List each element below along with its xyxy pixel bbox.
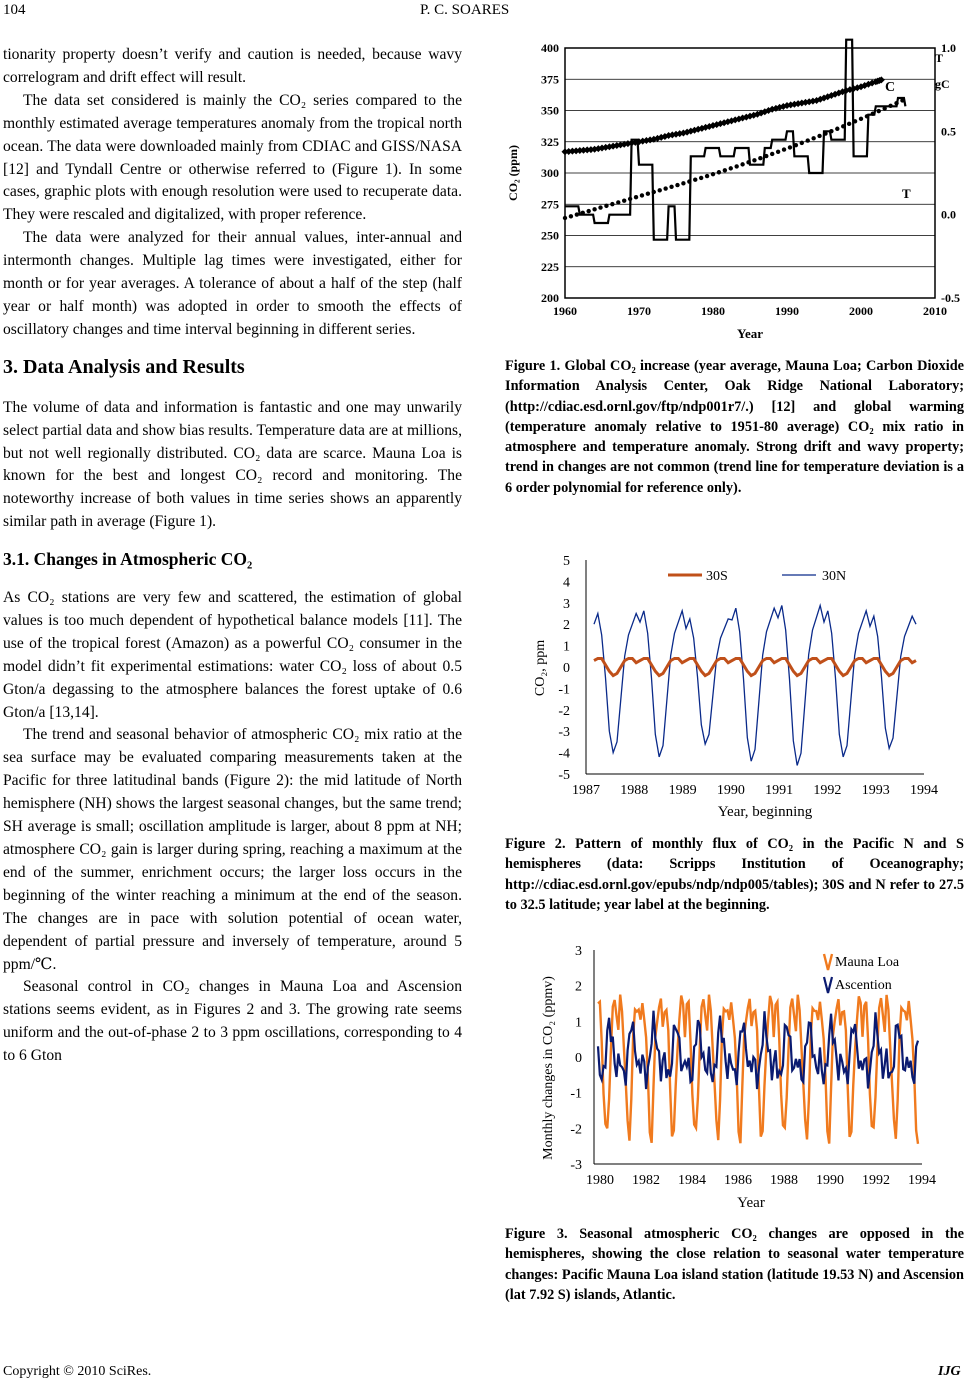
trend-marker [646,192,650,196]
legend-mauna-loa: Mauna Loa [835,955,900,970]
trend-marker [859,117,863,121]
trend-marker [865,114,869,118]
y-tick-label: -1 [558,682,570,698]
y-axis-label: CO₂ (ppm) [506,145,520,201]
x-tick-label: 1990 [816,1173,844,1188]
left-column [3,44,462,1068]
x-axis-label: Year [737,326,763,341]
trend-marker [806,138,810,142]
y-tick-label: 2 [563,618,570,634]
trend-marker [841,124,845,128]
y-tick-label: 1 [575,1015,582,1031]
trend-marker [758,156,762,160]
y-tick-label: 325 [541,134,559,149]
trend-marker [693,178,697,182]
trend-marker [894,101,898,105]
legend [668,569,846,584]
y-tick-label: 3 [575,944,582,959]
figure-2-chart [520,548,965,823]
trend-marker [581,211,585,215]
trend-marker [817,134,821,138]
x-tick-label: 1980 [586,1173,614,1188]
trend-marker [723,168,727,172]
trend-marker [669,185,673,189]
trend-marker [829,129,833,133]
trend-marker [729,166,733,170]
trend-marker [663,186,667,190]
trend-marker [800,141,804,145]
x-tick-label: 1960 [553,304,577,318]
section-heading: 3. Data Analysis and Results [3,355,245,378]
y-axis-label: CO₂, ppm [533,639,548,697]
trend-marker [717,170,721,174]
trend-marker [888,104,892,108]
trend-marker [705,174,709,178]
trend-marker [699,176,703,180]
x-tick-label: 1990 [775,304,799,318]
trend-marker [734,164,738,168]
y-tick-label: -2 [558,703,570,719]
trend-marker [782,147,786,151]
y-tick-label: 250 [541,228,559,243]
figure-2-caption: Figure 2. Pattern of monthly flux of CO₂ in the Pacific N and S hemispheres (data: Scripps Institution of Oceanography; http://cdiac.esd.ornl.gov/epubs/ndp/ndp005/tables); 30S and N refer to 27.5 to 32.5 latitude; year label at the beginning. [505,836,964,913]
y-tick-label: 1 [563,639,570,655]
y2-tick-label: 1.0 [941,41,956,55]
footer-copyright: Copyright © 2010 SciRes. [3,1364,152,1379]
y-tick-label: -4 [558,746,570,762]
x-axis-label: Year [737,1195,765,1211]
trend-marker [882,106,886,110]
x-tick-label: 2000 [849,304,873,318]
page-number: 104 [3,2,26,18]
x-axis-label: Year, beginning [717,804,813,820]
trend-marker [847,122,851,126]
paragraph-6: The trend and seasonal behavior of atmospheric CO₂ mix ratio at the sea surface may be evaluated comparing measurements taken at the Pacific for three latitudinal bands (Figure 2): the mid latitude of North hemisphere (NH) shows the largest seasonal changes, but the same trend; SH average is small; oscillation amplitude is larger, about 8 ppm at NH; atmosphere CO₂ gain is larger during spring, reaching a maximum at the end of the summer, enrichment occurs; the larger loss occurs in the beginning of the winter reaching a minimum at the end of the season. The changes are in pace with solution potential of ocean water, dependent of partial pressure and inversely of temperature, around 5 ppm/℃. [3,726,462,973]
figure-3-caption: Figure 3. Seasonal atmospheric CO₂ changes are opposed in the hemispheres, showing the close relation to seasonal water temperature changes: Pacific Mauna Loa island station (latitude 19.53 N) and Ascension (lat 7.92 S) islands, Atlantic. [505,1226,964,1303]
trend-marker [770,152,774,156]
y-tick-label: 400 [541,41,559,55]
y-tick-label: -3 [558,725,570,741]
trend-marker [675,183,679,187]
y-tick-label: 225 [541,259,559,274]
legend [824,954,900,993]
trend-marker [628,197,632,201]
y2-axis-title-1: T [935,51,944,65]
x-tick-label: 1993 [861,783,890,798]
x-tick-label: 1984 [678,1173,706,1188]
trend-marker [604,204,608,208]
y2-tick-label: 0.5 [941,124,956,139]
paragraph-7: Seasonal control in CO₂ changes in Mauna Loa and Ascension stations seems evident, as in Figures 2 and 3. The growing rate seems uniform and the out-of-phase 2 to 3 ppm oscillations, corresponding to 4 to 6 Gton [3,978,462,1065]
trend-marker [871,112,875,116]
trend-marker [776,150,780,154]
trend-marker [711,172,715,176]
y-tick-label: 5 [563,554,570,569]
y-tick-label: 0 [575,1051,582,1066]
x-tick-label: 1987 [572,783,600,798]
trend-marker [752,158,756,162]
trend-marker [746,160,750,164]
trend-marker [640,193,644,197]
trend-marker [740,162,744,166]
y-tick-label: -3 [570,1158,582,1173]
trend-marker [598,205,602,209]
footer-journal: IJG [938,1364,961,1379]
trend-marker [569,214,573,218]
trend-marker [622,198,626,202]
x-tick-label: 1992 [813,783,842,798]
paragraph-4: The volume of data and information is fantastic and one may unwarily select partial data and show bias results. Temperature data are at millions, but not well regionally distributed. CO₂ data are scarce. Mauna Loa is known for the best and longest CO₂ record and monitoring. The noteworthy increase of both values in time series shows an apparently similar path in average (Figure 1). [3,398,462,531]
y-tick-label: 300 [541,166,559,180]
x-tick-label: 1980 [701,304,725,318]
trend-marker [563,216,567,220]
trend-marker [687,179,691,183]
x-tick-label: 2010 [923,304,947,318]
y-tick-label: 275 [541,197,559,212]
y-tick-label: 375 [541,72,559,87]
y-tick-label: -1 [570,1086,582,1102]
trend-marker [610,202,614,206]
trend-marker [634,195,638,199]
y2-axis-title-2: gC [935,77,950,91]
legend-ascention: Ascention [835,978,892,993]
figure-1-caption: Figure 1. Global CO₂ increase (year average, Mauna Loa; Carbon Dioxide Information Analysis Center, Oak Ridge National Laboratory; (http://cdiac.esd.ornl.gov/ftp/ndp001r7/.) [12] and global warming (temperature anomaly relative to 1951-80 average) CO₂ mix ratio in atmosphere and temperature anomaly. Strong drift and wavy property; trend in changes are not common (trend line for temperature deviation is a 6 order polynomial for reference only). [505,358,964,496]
subsection-heading: 3.1. Changes in Atmospheric CO₂ [3,549,253,570]
trend-marker [788,145,792,149]
figure-1-chart [505,38,967,348]
trend-marker [853,119,857,123]
trend-marker [681,181,685,185]
trend-marker [592,207,596,211]
y-tick-label: -2 [570,1122,582,1138]
x-tick-label: 1994 [910,783,938,798]
trend-marker [835,127,839,131]
y-tick-label: 0 [563,661,570,676]
y-tick-label: 350 [541,103,559,118]
trend-marker [764,154,768,158]
series-30n [594,605,916,765]
y-axis-label: Monthly changes in CO₂ (ppmv) [541,976,556,1160]
x-tick-label: 1970 [627,304,651,318]
trend-marker [586,209,590,213]
y-tick-label: 4 [563,575,570,591]
paragraph-1: tionarity property doesn’t verify and caution is needed, because wavy correlogram and drift effect will result. [3,46,462,86]
x-tick-label: 1992 [862,1173,890,1188]
trend-marker [575,212,579,216]
y-tick-label: 3 [563,596,570,612]
x-tick-label: 1994 [908,1173,936,1188]
trend-marker [652,190,656,194]
x-tick-label: 1991 [765,783,794,798]
legend-30n: 30N [822,569,847,584]
trend-marker [616,200,620,204]
trend-marker [877,109,881,113]
x-tick-label: 1989 [668,783,697,798]
x-tick-label: 1988 [770,1173,798,1188]
x-tick-label: 1986 [724,1173,752,1188]
y2-tick-label: -0.5 [941,291,960,305]
trend-marker [794,143,798,147]
trend-marker [658,188,662,192]
x-tick-label: 1982 [632,1173,660,1188]
legend-30s: 30S [706,569,728,584]
y-tick-label: 2 [575,979,582,995]
paragraph-2: The data set considered is mainly the CO₂ series compared to the monthly estimated average temperatures anomaly from the tropical north ocean. The data were downloaded mainly from CDIAC and GISS/NASA [12] and Tyndall Centre or otherwise referred to (Figure 1). In some cases, graphic plots with enough resolution were used to recuperate data. They were rescaled and digitalized, with proper reference. [3,91,462,224]
paragraph-5: As CO₂ stations are very few and scattered, the estimation of global values is too much dependent of hypothetical balance models [11]. The use of the tropical forest (Amazon) as a powerful CO₂ consumer in the model didn’t fit experimental estimations: water CO₂ loss of about 0.5 Gton/a degassing to the atmosphere balances the forest uptake of 0.6 Gton/a [13,14]. [3,589,462,721]
paragraph-3: The data were analyzed for their annual values, inter-annual and intermonth changes. Multiple lag times were investigated, either for month or for year averages. A tolerance of about a half of the step (half year or half month) was adopted in order to smooth the effects of oscillatory changes and time interval beginning in different series. [3,229,462,338]
trend-marker [811,136,815,140]
series-label-c: C [885,80,896,95]
running-title: P. C. SOARES [420,2,510,18]
figure-3-chart [532,940,965,1220]
trend-marker [900,98,904,102]
series-label-t: T [902,186,911,201]
y-tick-label: -5 [558,768,570,783]
y2-tick-label: 0.0 [941,207,956,222]
y-tick-label: 200 [541,291,559,305]
x-tick-label: 1990 [716,783,745,798]
trend-marker [823,131,827,135]
series-30s [594,658,916,675]
x-tick-label: 1988 [620,783,649,798]
